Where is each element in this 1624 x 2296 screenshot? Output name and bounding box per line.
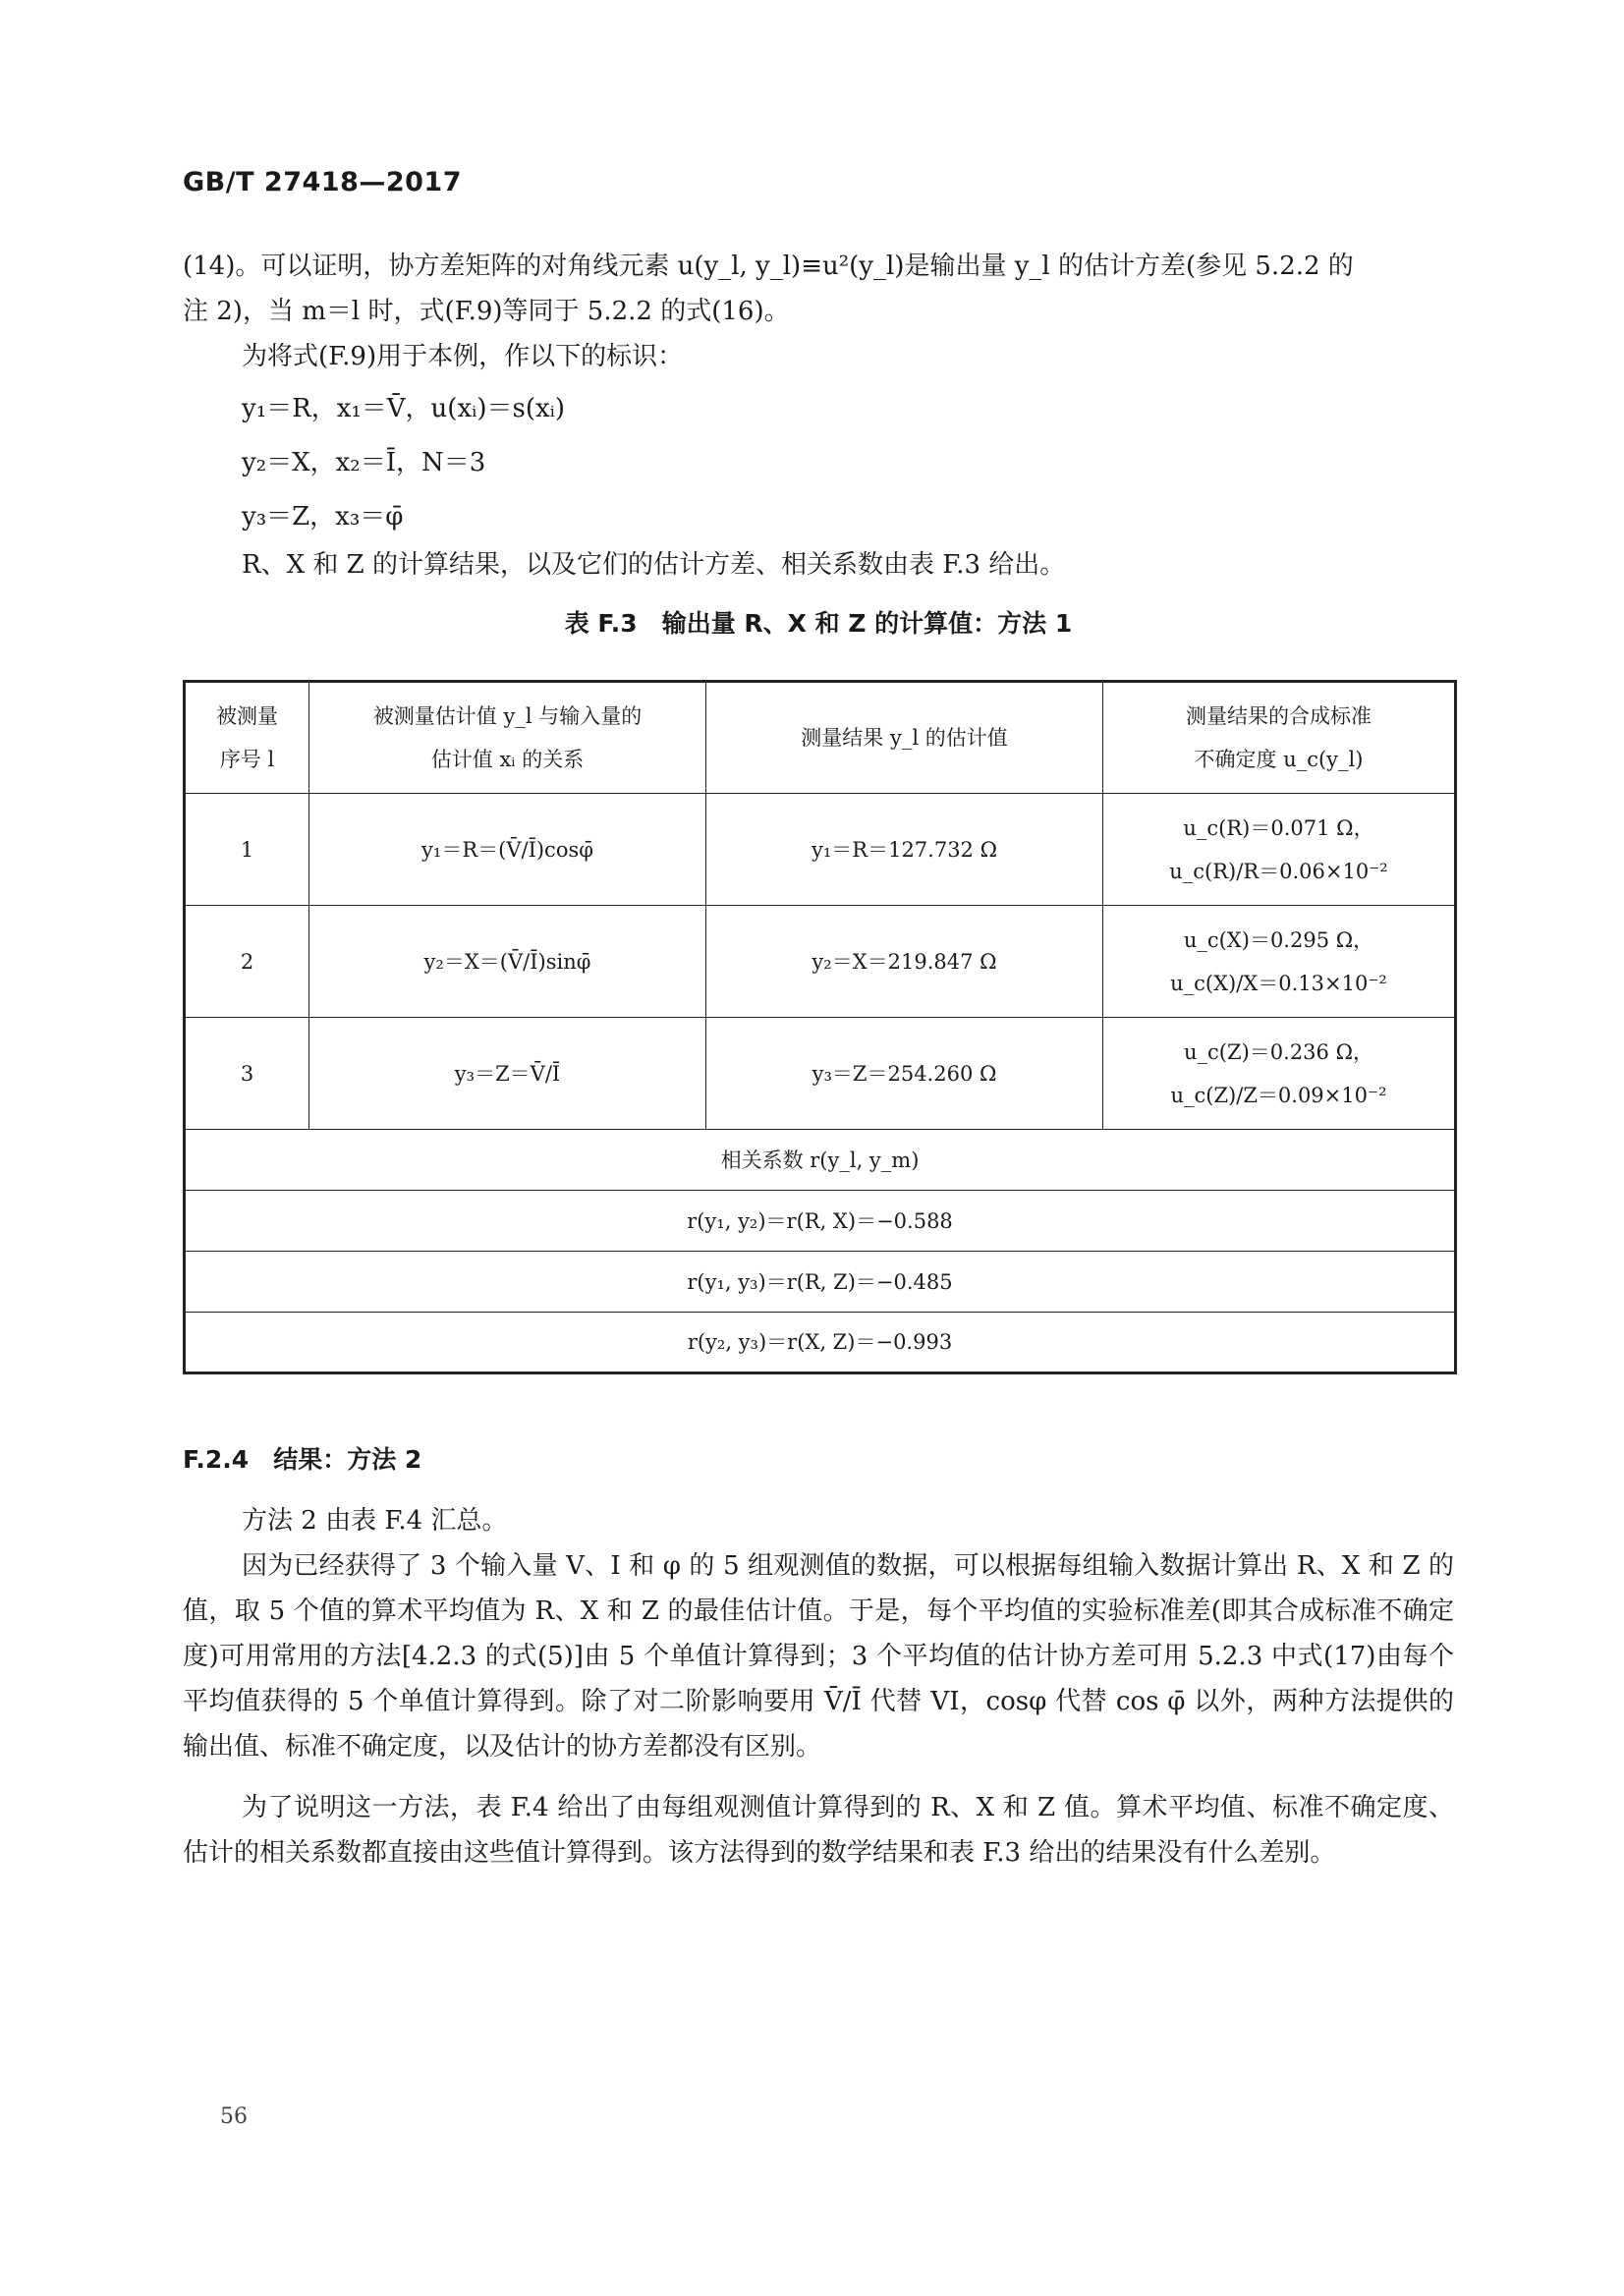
row-index: 2 [185, 906, 309, 1018]
correlation-title: 相关系数 r(y_l, y_m) [185, 1130, 1456, 1191]
table-row [185, 794, 1456, 906]
equation-3: y₃＝Z，x₃＝φ̄ [242, 502, 404, 532]
correlation-row [185, 1313, 1456, 1373]
row-uncertainty [1103, 794, 1456, 906]
table-row [185, 906, 1456, 1018]
uncertainty-relative: u_c(Z)/Z＝0.09×10⁻² [1170, 1083, 1387, 1107]
intro-paragraph-1 [183, 244, 1454, 334]
standard-number: GB/T 27418—2017 [183, 167, 462, 197]
uncertainty-relative: u_c(R)/R＝0.06×10⁻² [1169, 859, 1388, 883]
header-relation: 被测量估计值 y_l 与输入量的 估计值 xᵢ 的关系 [309, 682, 706, 794]
correlation-value: r(y₂, y₃)＝r(X, Z)＝−0.993 [185, 1313, 1456, 1373]
intro-line-1: (14)。可以证明，协方差矩阵的对角线元素 u(y_l, y_l)≡u²(y_l)是输出量 y_l 的估计方差(参见 5.2.2 的 [183, 252, 1354, 281]
correlation-value: r(y₁, y₂)＝r(R, X)＝−0.588 [185, 1191, 1456, 1252]
row-estimate: y₂＝X＝219.847 Ω [706, 906, 1103, 1018]
equation-1: y₁＝R，x₁＝V̄，u(xᵢ)＝s(xᵢ) [242, 394, 565, 423]
intro-line-2: 注 2)，当 m＝l 时，式(F.9)等同于 5.2.2 的式(16)。 [183, 297, 790, 326]
correlation-title-row [185, 1130, 1456, 1191]
row-relation: y₁＝R＝(V̄/Ī)cosφ̄ [309, 794, 706, 906]
row-uncertainty [1103, 1018, 1456, 1130]
uncertainty-relative: u_c(X)/X＝0.13×10⁻² [1170, 971, 1387, 995]
header-estimate: 测量结果 y_l 的估计值 [706, 682, 1103, 794]
header-index: 被测量 序号 l [185, 682, 309, 794]
row-relation: y₂＝X＝(V̄/Ī)sinφ̄ [309, 906, 706, 1018]
equation-2: y₂＝X，x₂＝Ī，N＝3 [242, 448, 486, 477]
header-uncertainty: 测量结果的合成标准 不确定度 u_c(y_l) [1103, 682, 1456, 794]
uncertainty-absolute: u_c(R)＝0.071 Ω， [1183, 815, 1374, 840]
correlation-row [185, 1191, 1456, 1252]
correlation-row [185, 1252, 1456, 1313]
row-index: 3 [185, 1018, 309, 1130]
correlation-value: r(y₁, y₃)＝r(R, Z)＝−0.485 [185, 1252, 1456, 1313]
uncertainty-absolute: u_c(X)＝0.295 Ω， [1183, 927, 1374, 952]
intro-paragraph-3: R、X 和 Z 的计算结果，以及它们的估计方差、相关系数由表 F.3 给出。 [242, 550, 1066, 580]
results-table [183, 680, 1457, 1374]
table-row [185, 1018, 1456, 1130]
page-number: 56 [220, 2104, 248, 2129]
row-relation: y₃＝Z＝V̄/Ī [309, 1018, 706, 1130]
section-paragraph-2: 因为已经获得了 3 个输入量 V、I 和 φ 的 5 组观测值的数据，可以根据每组输入数据计算出 R、X 和 Z 的值，取 5 个值的算术平均值为 R、X 和 Z 的最佳估计值。于是，每个平均值的实验标准差(即其合成标准不确定度)可用常用的方法[4.2.3 的式(5)]由 5 个单值计算得到；3 个平均值的估计协方差可用 5.2.3 中式(17)由每个平均值获得的 5 个单值计算得到。除了对二阶影响要用 V̄/Ī 代替 VI，cosφ 代替 cos φ̄ 以外，两种方法提供的输出值、标准不确定度，以及估计的协方差都没有区别。 [183, 1551, 1454, 1762]
row-estimate: y₃＝Z＝254.260 Ω [706, 1018, 1103, 1130]
section-paragraph-3: 为了说明这一方法，表 F.4 给出了由每组观测值计算得到的 R、X 和 Z 值。算术平均值、标准不确定度、估计的相关系数都直接由这些值计算得到。该方法得到的数学结果和表 F.3 给出的结果没有什么差别。 [183, 1793, 1454, 1868]
uncertainty-absolute: u_c(Z)＝0.236 Ω， [1184, 1039, 1373, 1064]
table-header-row [185, 682, 1456, 794]
row-index: 1 [185, 794, 309, 906]
row-estimate: y₁＝R＝127.732 Ω [706, 794, 1103, 906]
table-caption: 表 F.3 输出量 R、X 和 Z 的计算值：方法 1 [564, 609, 1073, 638]
intro-paragraph-2: 为将式(F.9)用于本例，作以下的标识： [242, 342, 684, 371]
row-uncertainty [1103, 906, 1456, 1018]
section-heading: F.2.4 结果：方法 2 [183, 1445, 422, 1474]
section-paragraph-1: 方法 2 由表 F.4 汇总。 [242, 1506, 508, 1536]
